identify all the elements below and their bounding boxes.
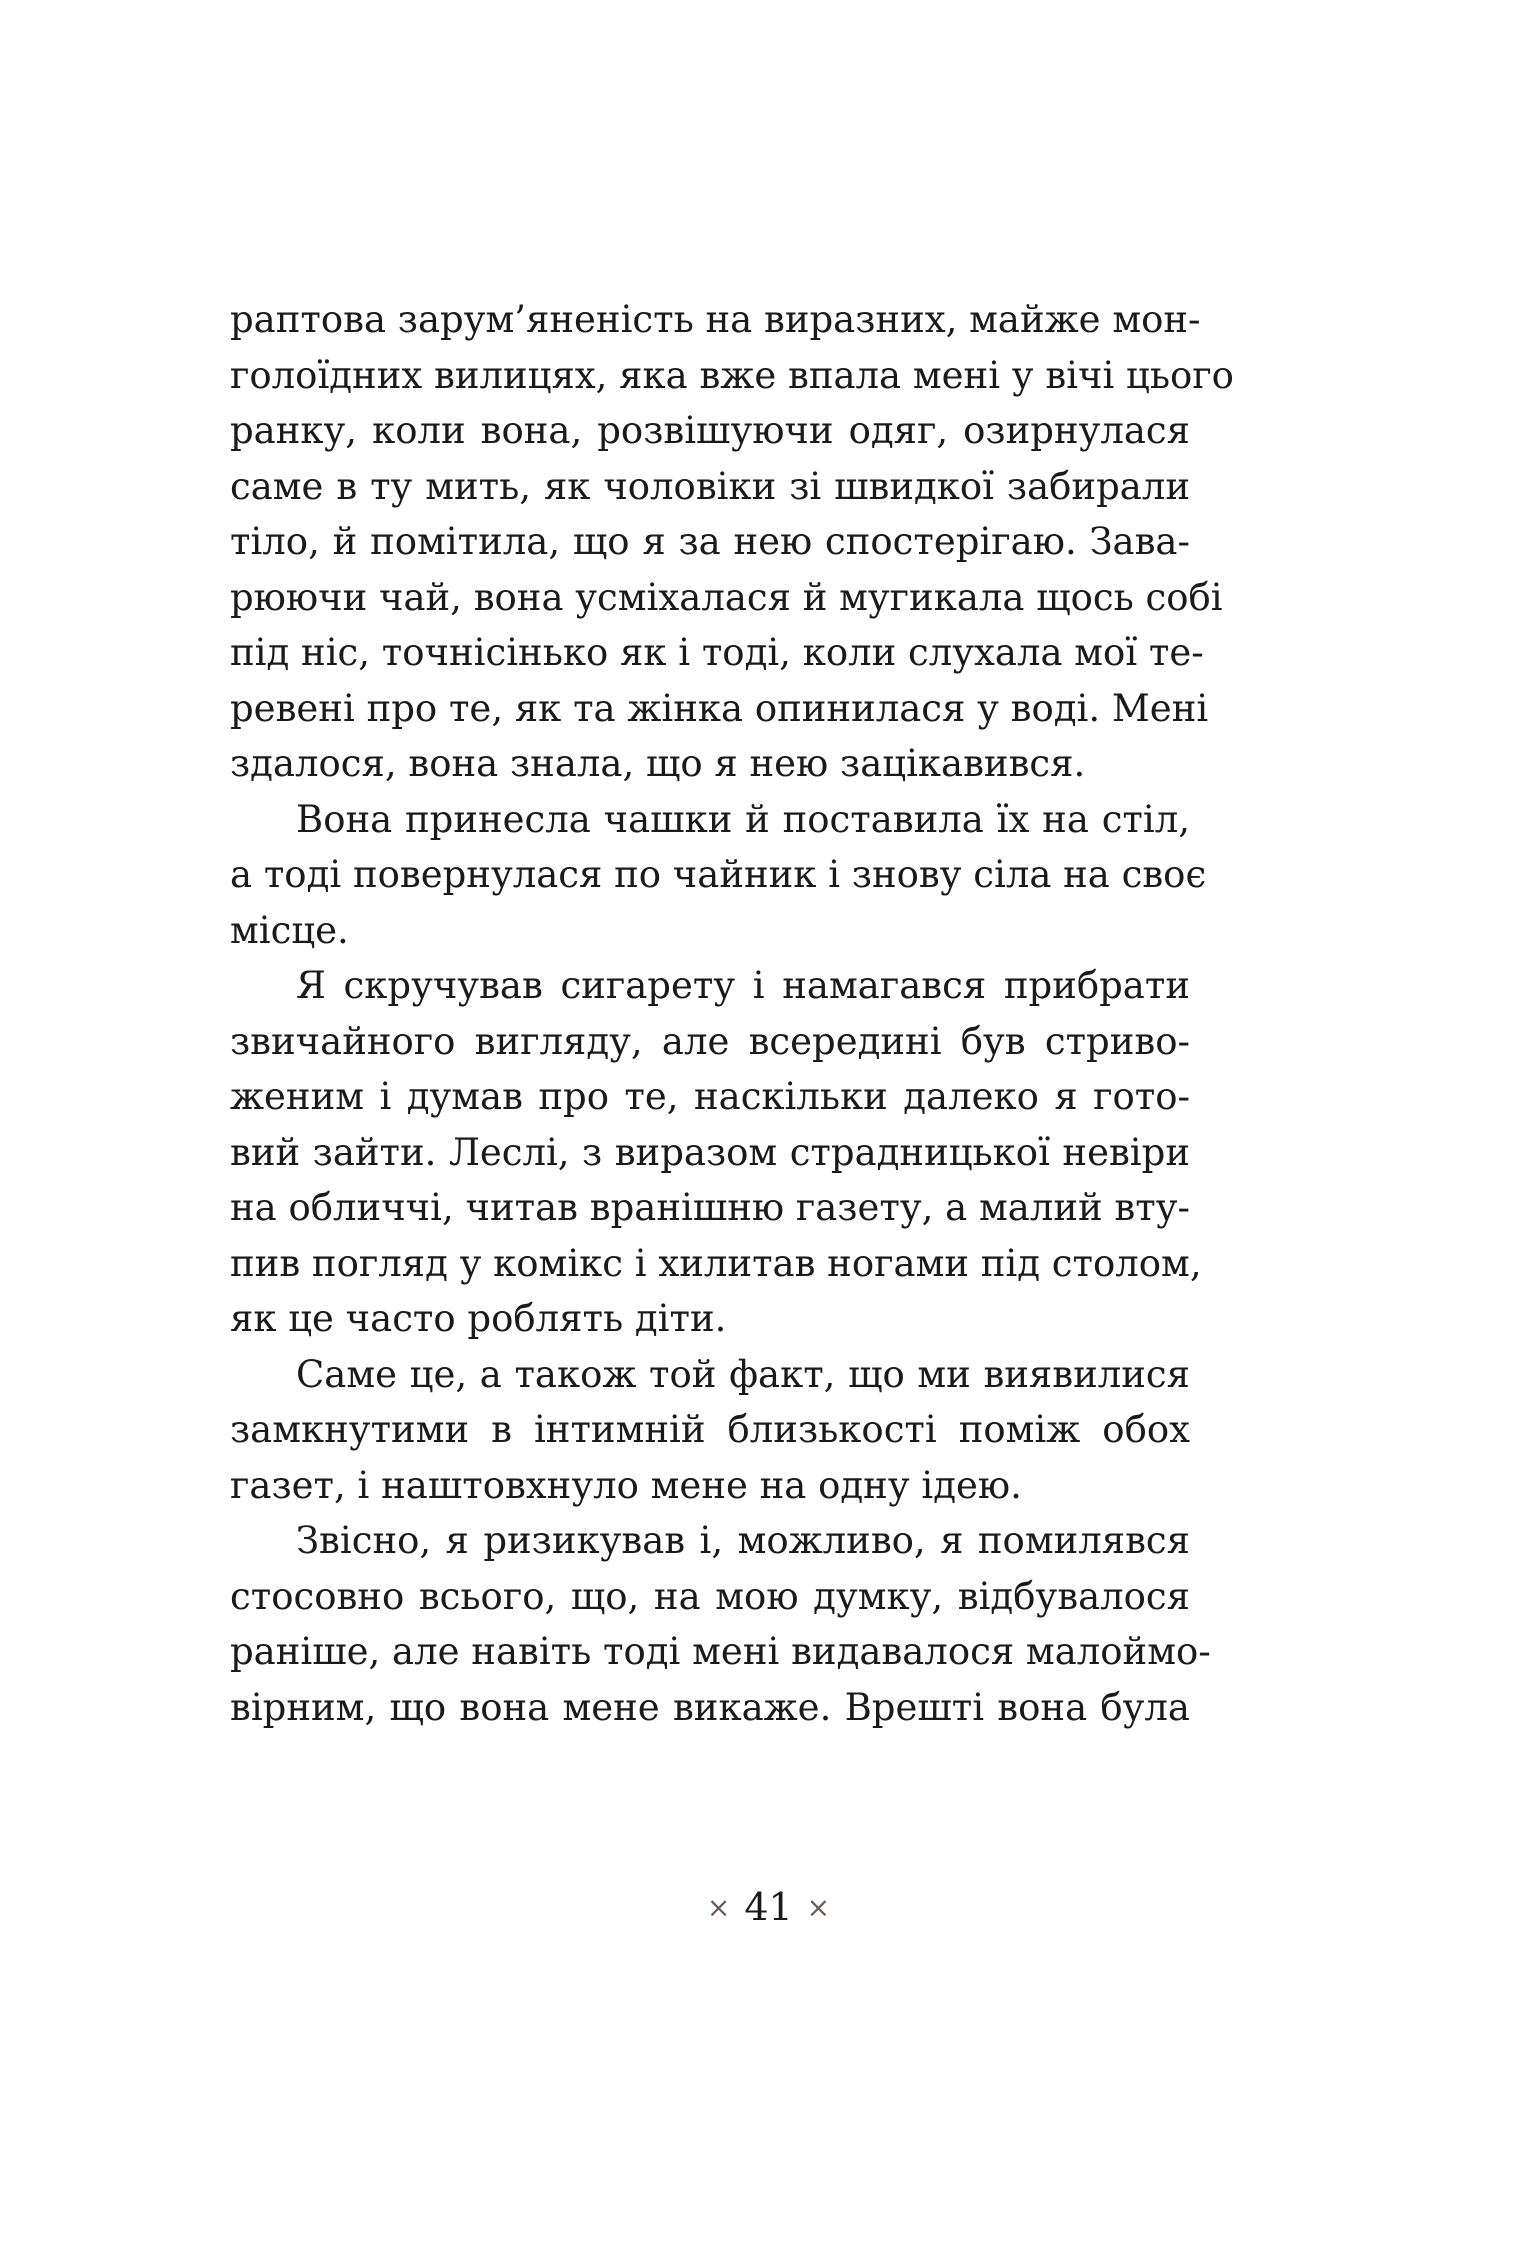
text-line: звичайного вигляду, але всередині був стриво- — [230, 1019, 1190, 1063]
text-line: газет, і наштовхнуло мене на одну ідею. — [230, 1463, 1022, 1507]
text-line: голоїдних вилицях, яка вже впала мені у вічі цього — [230, 353, 1234, 397]
text-line: на обличчі, читав вранішню газету, а малий вту- — [230, 1186, 1190, 1229]
text-line: Звісно, я ризикував і, можливо, я помилявся — [296, 1519, 1190, 1562]
text-line: як це часто роблять діти. — [230, 1297, 727, 1340]
paragraph — [230, 1513, 1211, 1735]
text-line: під ніс, точнісінько як і тоді, коли слухала мої те- — [230, 631, 1204, 674]
text-line: саме в ту мить, як чоловіки зі швидкої забирали — [230, 464, 1190, 508]
body-text — [230, 292, 1234, 1735]
text-line: женим і думав про те, наскільки далеко я гото- — [230, 1075, 1190, 1118]
ornament-cross-icon: × — [706, 1890, 731, 1924]
page-number-value: 41 — [744, 1885, 793, 1929]
text-line: раптова зарум’яненість на виразних, майже мон- — [230, 298, 1201, 341]
ornament-cross-icon: × — [806, 1890, 831, 1924]
text-line: Я скручував сигарету і намагався прибрати — [296, 964, 1190, 1007]
text-line: тіло, й помітила, що я за нею спостерігаю. Зава- — [230, 520, 1190, 563]
text-line: вірним, що вона мене викаже. Врешті вона була — [230, 1685, 1190, 1729]
text-line: вий зайти. Леслі, з виразом страдницької невіри — [230, 1130, 1190, 1174]
text-line: ревені про те, як та жінка опинилася у воді. Мені — [230, 686, 1209, 730]
paragraph — [230, 1347, 1190, 1514]
text-line: здалося, вона знала, що я нею зацікавився. — [230, 742, 1086, 785]
text-line: замкнутими в інтимній близькості поміж обох — [230, 1408, 1190, 1451]
page-number — [0, 1882, 1537, 1936]
text-line: ранку, коли вона, розвішуючи одяг, озирнулася — [230, 409, 1190, 452]
text-line: стосовно всього, що, на мою думку, відбувалося — [230, 1574, 1190, 1618]
text-line: а тоді повернулася по чайник і знову сіла на своє — [230, 853, 1207, 896]
text-line: Саме це, а також той факт, що ми виявилися — [296, 1352, 1190, 1396]
text-line: пив погляд у комікс і хилитав ногами під столом, — [230, 1241, 1202, 1285]
paragraph — [230, 292, 1234, 792]
text-line: рюючи чай, вона усміхалася й мугикала щось собі — [230, 575, 1223, 619]
paragraph — [230, 958, 1202, 1347]
text-line: місце. — [230, 908, 349, 952]
text-line: раніше, але навіть тоді мені видавалося малоймо- — [230, 1630, 1211, 1673]
paragraph — [230, 792, 1207, 959]
text-line: Вона принесла чашки й поставила їх на стіл, — [296, 797, 1190, 841]
